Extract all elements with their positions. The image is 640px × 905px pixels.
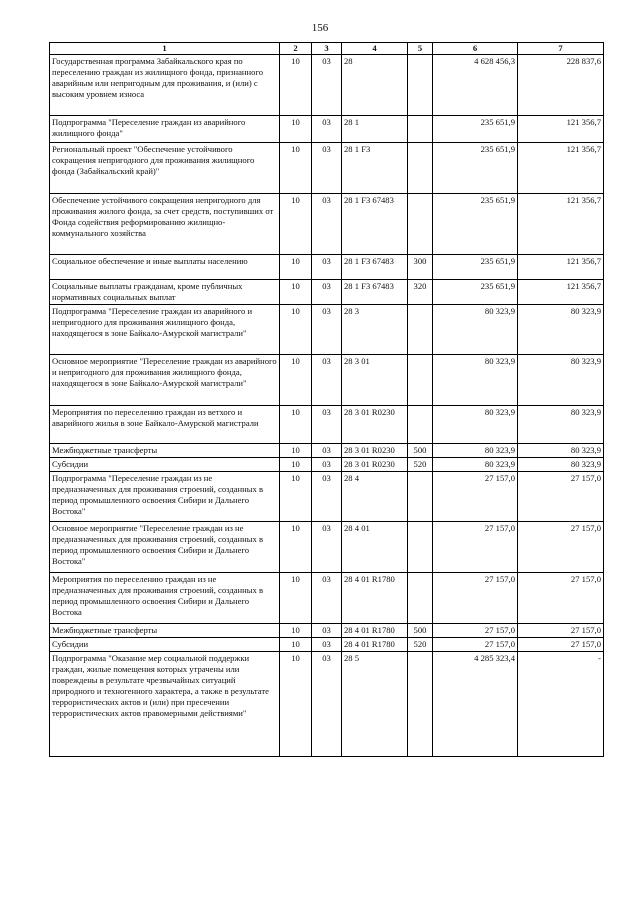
table-row (50, 143, 604, 194)
section-code-cell: 10 (280, 194, 312, 255)
amount-year-1-cell: 80 323,9 (433, 444, 518, 458)
target-article-cell: 28 3 01 R0230 (342, 458, 408, 472)
target-article-cell: 28 (342, 55, 408, 116)
expense-type-cell (408, 652, 433, 757)
target-article-cell: 28 3 01 R0230 (342, 406, 408, 444)
table-row (50, 255, 604, 280)
amount-year-1-cell: 27 157,0 (433, 573, 518, 624)
section-code-cell: 10 (280, 143, 312, 194)
subsection-code-cell: 03 (312, 55, 342, 116)
amount-year-1-cell: 80 323,9 (433, 406, 518, 444)
expense-type-cell: 320 (408, 280, 433, 305)
table-body (50, 55, 604, 757)
subsection-code-cell: 03 (312, 305, 342, 355)
section-code-cell: 10 (280, 280, 312, 305)
section-code-cell: 10 (280, 638, 312, 652)
amount-year-2-cell: 80 323,9 (518, 355, 604, 406)
table-row (50, 116, 604, 143)
target-article-cell: 28 1 F3 67483 (342, 194, 408, 255)
amount-year-1-cell: 27 157,0 (433, 624, 518, 638)
section-code-cell: 10 (280, 406, 312, 444)
amount-year-1-cell: 27 157,0 (433, 638, 518, 652)
target-article-cell: 28 4 01 R1780 (342, 624, 408, 638)
target-article-cell: 28 1 F3 (342, 143, 408, 194)
amount-year-2-cell: 27 157,0 (518, 573, 604, 624)
amount-year-1-cell: 80 323,9 (433, 355, 518, 406)
amount-year-1-cell: 80 323,9 (433, 305, 518, 355)
amount-year-1-cell: 4 285 323,4 (433, 652, 518, 757)
amount-year-2-cell: 121 356,7 (518, 143, 604, 194)
amount-year-1-cell: 4 628 456,3 (433, 55, 518, 116)
expense-type-cell: 520 (408, 458, 433, 472)
expense-name-cell: Субсидии (50, 458, 280, 472)
expense-type-cell (408, 406, 433, 444)
expense-name-cell: Основное мероприятие "Переселение граждан из аварийного и непригодного для проживания жилищного фонда, находящегося в зоне Байкало-Амурской магистрали" (50, 355, 280, 406)
amount-year-2-cell: 80 323,9 (518, 458, 604, 472)
section-code-cell: 10 (280, 573, 312, 624)
expense-type-cell: 500 (408, 444, 433, 458)
expense-type-cell (408, 116, 433, 143)
expense-name-cell: Мероприятия по переселению граждан из не предназначенных для проживания строений, созданных в период промышленного освоения Сибири и Дальнего Востока (50, 573, 280, 624)
subsection-code-cell: 03 (312, 652, 342, 757)
expense-type-cell (408, 305, 433, 355)
section-code-cell: 10 (280, 55, 312, 116)
target-article-cell: 28 3 01 (342, 355, 408, 406)
page-number: 156 (311, 22, 329, 34)
target-article-cell: 28 4 01 R1780 (342, 638, 408, 652)
section-code-cell: 10 (280, 458, 312, 472)
table-row (50, 458, 604, 472)
table-row (50, 573, 604, 624)
subsection-code-cell: 03 (312, 280, 342, 305)
expense-type-cell: 300 (408, 255, 433, 280)
table-row (50, 55, 604, 116)
expense-type-cell (408, 472, 433, 522)
section-code-cell: 10 (280, 305, 312, 355)
column-header: 5 (408, 43, 433, 55)
section-code-cell: 10 (280, 355, 312, 406)
subsection-code-cell: 03 (312, 458, 342, 472)
section-code-cell: 10 (280, 444, 312, 458)
amount-year-2-cell: 121 356,7 (518, 116, 604, 143)
expense-name-cell: Мероприятия по переселению граждан из ветхого и аварийного жилья в зоне Байкало-Амурской магистрали (50, 406, 280, 444)
header-row (50, 43, 604, 55)
subsection-code-cell: 03 (312, 355, 342, 406)
expense-name-cell: Основное мероприятие "Переселение граждан из не предназначенных для проживания строений, созданных в период промышленного освоения Сибири и Дальнего Востока" (50, 522, 280, 573)
amount-year-2-cell: 121 356,7 (518, 255, 604, 280)
expense-name-cell: Межбюджетные трансферты (50, 624, 280, 638)
section-code-cell: 10 (280, 116, 312, 143)
target-article-cell: 28 1 F3 67483 (342, 280, 408, 305)
expense-type-cell (408, 55, 433, 116)
table-header (50, 43, 604, 55)
amount-year-2-cell: 228 837,6 (518, 55, 604, 116)
column-header: 3 (312, 43, 342, 55)
subsection-code-cell: 03 (312, 143, 342, 194)
column-header: 4 (342, 43, 408, 55)
expense-type-cell: 520 (408, 638, 433, 652)
target-article-cell: 28 1 (342, 116, 408, 143)
amount-year-2-cell: 27 157,0 (518, 522, 604, 573)
expense-name-cell: Межбюджетные трансферты (50, 444, 280, 458)
subsection-code-cell: 03 (312, 255, 342, 280)
expense-name-cell: Подпрограмма "Переселение граждан из аварийного жилищного фонда" (50, 116, 280, 143)
subsection-code-cell: 03 (312, 624, 342, 638)
table-row (50, 305, 604, 355)
budget-table (49, 42, 604, 757)
expense-name-cell: Субсидии (50, 638, 280, 652)
subsection-code-cell: 03 (312, 472, 342, 522)
table-row (50, 472, 604, 522)
table-row (50, 194, 604, 255)
target-article-cell: 28 4 (342, 472, 408, 522)
expense-type-cell (408, 143, 433, 194)
column-header: 6 (433, 43, 518, 55)
column-header: 1 (50, 43, 280, 55)
amount-year-2-cell: 121 356,7 (518, 280, 604, 305)
target-article-cell: 28 4 01 R1780 (342, 573, 408, 624)
amount-year-1-cell: 27 157,0 (433, 522, 518, 573)
target-article-cell: 28 4 01 (342, 522, 408, 573)
section-code-cell: 10 (280, 624, 312, 638)
section-code-cell: 10 (280, 652, 312, 757)
expense-type-cell (408, 522, 433, 573)
subsection-code-cell: 03 (312, 116, 342, 143)
table-row (50, 406, 604, 444)
table-row (50, 522, 604, 573)
section-code-cell: 10 (280, 472, 312, 522)
target-article-cell: 28 1 F3 67483 (342, 255, 408, 280)
table-row (50, 652, 604, 757)
amount-year-2-cell: - (518, 652, 604, 757)
expense-type-cell (408, 573, 433, 624)
expense-name-cell: Подпрограмма "Переселение граждан из не предназначенных для проживания строений, созданных в период промышленного освоения Сибири и Дальнего Востока" (50, 472, 280, 522)
section-code-cell: 10 (280, 522, 312, 573)
amount-year-2-cell: 27 157,0 (518, 472, 604, 522)
subsection-code-cell: 03 (312, 522, 342, 573)
expense-name-cell: Подпрограмма "Оказание мер социальной поддержки граждан, жилые помещения которых утрачены или повреждены в результате чрезвычайных ситуаций природного и техногенного характера, а также в результате террористических актов и (или) при пресечении террористических актов правомерными действиями" (50, 652, 280, 757)
amount-year-2-cell: 27 157,0 (518, 638, 604, 652)
amount-year-2-cell: 27 157,0 (518, 624, 604, 638)
expense-name-cell: Социальное обеспечение и иные выплаты населению (50, 255, 280, 280)
expense-name-cell: Социальные выплаты гражданам, кроме публичных нормативных социальных выплат (50, 280, 280, 305)
subsection-code-cell: 03 (312, 638, 342, 652)
subsection-code-cell: 03 (312, 194, 342, 255)
subsection-code-cell: 03 (312, 406, 342, 444)
table-row (50, 638, 604, 652)
expense-name-cell: Государственная программа Забайкальского края по переселению граждан из жилищного фонда, признанного аварийным или непригодным для проживания, и (или) с высоким уровнем износа (50, 55, 280, 116)
target-article-cell: 28 3 (342, 305, 408, 355)
table-row (50, 624, 604, 638)
amount-year-1-cell: 235 651,9 (433, 116, 518, 143)
column-header: 2 (280, 43, 312, 55)
amount-year-2-cell: 121 356,7 (518, 194, 604, 255)
table-row (50, 355, 604, 406)
table-row (50, 280, 604, 305)
subsection-code-cell: 03 (312, 444, 342, 458)
expense-type-cell (408, 355, 433, 406)
amount-year-1-cell: 235 651,9 (433, 194, 518, 255)
table-row (50, 444, 604, 458)
amount-year-2-cell: 80 323,9 (518, 305, 604, 355)
amount-year-1-cell: 27 157,0 (433, 472, 518, 522)
expense-name-cell: Региональный проект "Обеспечение устойчивого сокращения непригодного для проживания жилищного фонда (Забайкальский край)" (50, 143, 280, 194)
amount-year-1-cell: 235 651,9 (433, 280, 518, 305)
expense-type-cell (408, 194, 433, 255)
subsection-code-cell: 03 (312, 573, 342, 624)
target-article-cell: 28 5 (342, 652, 408, 757)
column-header: 7 (518, 43, 604, 55)
expense-type-cell: 500 (408, 624, 433, 638)
amount-year-1-cell: 80 323,9 (433, 458, 518, 472)
amount-year-1-cell: 235 651,9 (433, 255, 518, 280)
expense-name-cell: Обеспечение устойчивого сокращения непригодного для проживания жилого фонда, за счет средств, поступивших от Фонда содействия реформированию жилищно-коммунального хозяйства (50, 194, 280, 255)
expense-name-cell: Подпрограмма "Переселение граждан из аварийного и непригодного для проживания жилищного фонда, находящегося в зоне Байкало-Амурской магистрали" (50, 305, 280, 355)
amount-year-2-cell: 80 323,9 (518, 406, 604, 444)
amount-year-2-cell: 80 323,9 (518, 444, 604, 458)
target-article-cell: 28 3 01 R0230 (342, 444, 408, 458)
amount-year-1-cell: 235 651,9 (433, 143, 518, 194)
section-code-cell: 10 (280, 255, 312, 280)
